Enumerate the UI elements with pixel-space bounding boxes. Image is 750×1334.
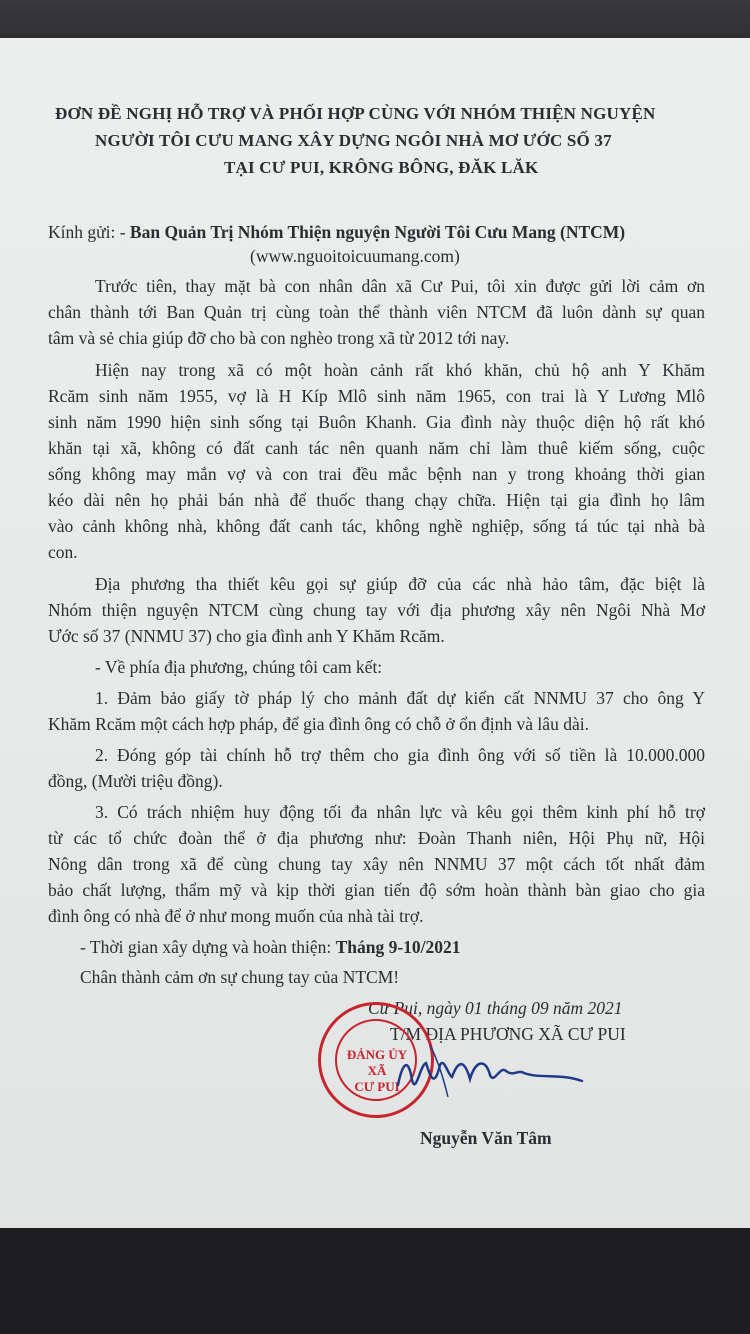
commitment-3-line: đình ông có nhà để ở như mong muốn của nhà tài trợ. — [48, 906, 424, 926]
timeline-value: Tháng 9-10/2021 — [335, 937, 461, 957]
thanks-line: Chân thành cảm ơn sự chung tay của NTCM! — [80, 967, 400, 987]
body-line: kéo dài nên họ phải bán nhà để thuốc thang chạy chữa. Hiện tại gia đình họ lâm — [48, 490, 705, 510]
seal-text: ĐẢNG ỦY — [346, 1047, 408, 1062]
body-line: Nhóm thiện nguyện NTCM cùng chung tay với địa phương xây nên Ngôi Nhà Mơ — [48, 600, 705, 620]
body-line: con. — [48, 542, 78, 562]
body-line: sống không may mắn vợ và con trai đều mắc bệnh nan y trong khoảng thời gian — [48, 464, 705, 484]
body-line: tâm và sẻ chia giúp đỡ cho bà con nghèo trong xã từ 2012 tới nay. — [48, 328, 510, 348]
signer-title: T/M ĐỊA PHƯƠNG XÃ CƯ PUI — [390, 1024, 626, 1044]
commitment-2-line: đồng, (Mười triệu đồng). — [48, 771, 223, 791]
salutation — [48, 222, 625, 243]
commitment-1-line: Khăm Rcăm một cách hợp pháp, để gia đình ông có chỗ ở ổn định và lâu dài. — [48, 714, 589, 734]
commitment-1-line: 1. Đảm bảo giấy tờ pháp lý cho mảnh đất dự kiến cất NNMU 37 cho ông Y — [95, 688, 705, 708]
commitment-3-line: bảo chất lượng, thẩm mỹ và kịp thời gian tiến độ sớm hoàn thành bàn giao cho gia — [48, 880, 705, 900]
seal-text: XÃ — [367, 1063, 387, 1078]
salutation-recipient: Ban Quản Trị Nhóm Thiện nguyện Người Tôi Cưu Mang (NTCM) — [129, 222, 626, 242]
body-line: Ước số 37 (NNMU 37) cho gia đình anh Y Khăm Rcăm. — [48, 626, 445, 646]
signature — [390, 1035, 590, 1105]
body-line: Trước tiên, thay mặt bà con nhân dân xã Cư Pui, tôi xin được gửi lời cảm ơn — [95, 276, 705, 296]
document-title-line-1: ĐƠN ĐỀ NGHỊ HỖ TRỢ VÀ PHỐI HỢP CÙNG VỚI NHÓM THIỆN NGUYỆN — [55, 104, 656, 123]
background-bottom — [0, 1228, 750, 1334]
commitment-3-line: 3. Có trách nhiệm huy động tối đa nhân lực và kêu gọi thêm kinh phí hỗ trợ — [95, 802, 705, 822]
signer-name: Nguyễn Văn Tâm — [420, 1128, 552, 1148]
commitment-2-line: 2. Đóng góp tài chính hỗ trợ thêm cho gia đình ông với số tiền là 10.000.000 — [95, 745, 705, 765]
website: (www.nguoitoicuumang.com) — [250, 246, 460, 266]
seal-text: CƯ PUI — [354, 1079, 400, 1094]
commitment-3-line: từ các tổ chức đoàn thể ở địa phương như: Đoàn Thanh niên, Hội Phụ nữ, Hội — [48, 828, 705, 848]
document-title-line-3: TẠI CƯ PUI, KRÔNG BÔNG, ĐĂK LĂK — [224, 158, 539, 177]
body-line: khăn tại xã, không có đất canh tác nên quanh năm chỉ làm thuê kiếm sống, cuộc — [48, 438, 705, 458]
date-line: Cư Pui, ngày 01 tháng 09 năm 2021 — [368, 998, 623, 1018]
body-line: chân thành tới Ban Quản trị cùng toàn thể thành viên NTCM đã luôn dành sự quan — [48, 302, 705, 322]
timeline-label: - Thời gian xây dựng và hoàn thiện: — [80, 937, 332, 957]
salutation-prefix: Kính gửi: - — [48, 222, 126, 242]
body-line: Hiện nay trong xã có một hoàn cảnh rất khó khăn, chủ hộ anh Y Khăm — [95, 360, 705, 380]
timeline — [80, 937, 461, 958]
body-line: sinh năm 1990 hiện sinh sống tại Buôn Khanh. Gia đình này thuộc diện hộ rất khó — [48, 412, 705, 432]
body-line: Rcăm sinh năm 1955, vợ là H Kíp Mlô sinh năm 1965, con trai là Y Lương Mlô — [48, 386, 705, 406]
commitment-3-line: Nông dân trong xã để cùng chung tay xây nên NNMU 37 một cách tốt nhất đảm — [48, 854, 705, 874]
commitments-heading: - Về phía địa phương, chúng tôi cam kết: — [95, 657, 383, 677]
body-line: Địa phương tha thiết kêu gọi sự giúp đỡ của các nhà hảo tâm, đặc biệt là — [95, 574, 705, 594]
document-title-line-2: NGƯỜI TÔI CƯU MANG XÂY DỰNG NGÔI NHÀ MƠ ƯỚC SỐ 37 — [95, 131, 612, 150]
body-line: vào cảnh không nhà, không đất canh tác, không nghề nghiệp, sống tá túc tại nhà bà — [48, 516, 705, 536]
